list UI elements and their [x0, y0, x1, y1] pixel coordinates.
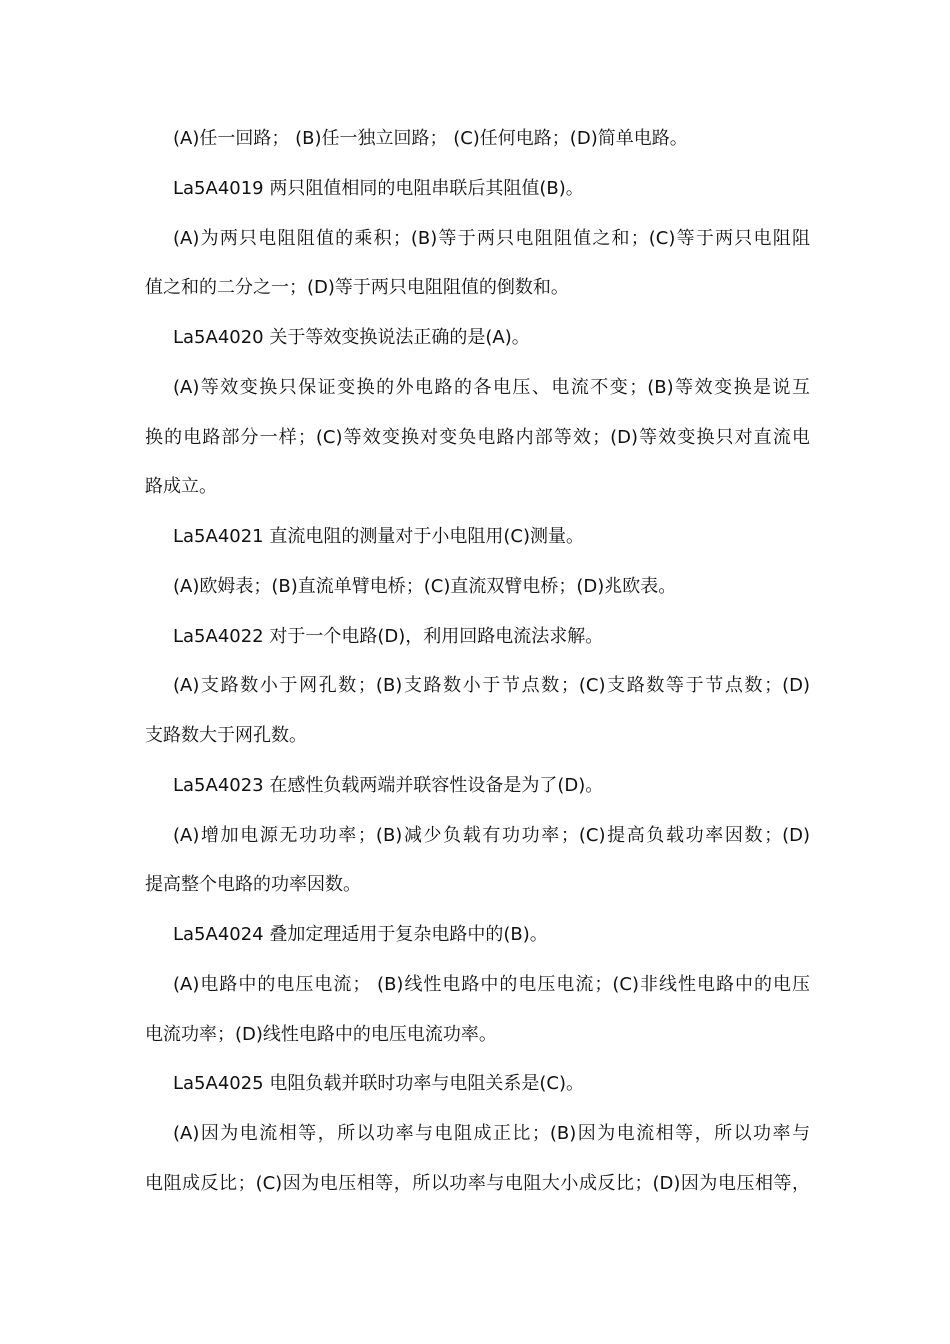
question-line: La5A4023 在感性负载两端并联容性设备是为了(D)。 [173, 775, 604, 796]
question-line: La5A4021 直流电阻的测量对于小电阻用(C)测量。 [173, 526, 584, 547]
option-line-continued: 提高整个电路的功率因数。 [145, 874, 361, 895]
question-line: La5A4024 叠加定理适用于复杂电路中的(B)。 [173, 924, 548, 945]
option-line: (A)增加电源无功功率；(B)减少负载有功功率；(C)提高负载功率因数；(D) [173, 825, 810, 846]
option-line-continued: 电阻成反比；(C)因为电压相等，所以功率与电阻大小成反比；(D)因为电压相等， [145, 1173, 810, 1194]
question-line: La5A4019 两只阻值相同的电阻串联后其阻值(B)。 [173, 178, 584, 199]
question-line: La5A4022 对于一个电路(D)，利用回路电流法求解。 [173, 626, 604, 647]
option-line: (A)任一回路； (B)任一独立回路； (C)任何电路；(D)简单电路。 [173, 128, 688, 149]
option-line: (A)因为电流相等，所以功率与电阻成正比；(B)因为电流相等，所以功率与 [173, 1123, 810, 1144]
question-line: La5A4025 电阻负载并联时功率与电阻关系是(C)。 [173, 1073, 584, 1094]
question-line: La5A4020 关于等效变换说法正确的是(A)。 [173, 327, 530, 348]
option-line-continued: 电流功率；(D)线性电路中的电压电流功率。 [145, 1024, 497, 1045]
option-line: (A)支路数小于网孔数；(B)支路数小于节点数；(C)支路数等于节点数；(D) [173, 675, 810, 696]
option-line: (A)为两只电阻阻值的乘积；(B)等于两只电阻阻值之和；(C)等于两只电阻阻 [173, 228, 810, 249]
option-line: (A)电路中的电压电流； (B)线性电路中的电压电流；(C)非线性电路中的电压 [173, 974, 810, 995]
option-line-continued: 值之和的二分之一；(D)等于两只电阻阻值的倒数和。 [145, 277, 569, 298]
option-line-continued: 支路数大于网孔数。 [145, 725, 307, 746]
option-line: (A)等效变换只保证变换的外电路的各电压、电流不变；(B)等效变换是说互 [173, 377, 810, 398]
option-line-continued: 换的电路部分一样；(C)等效变换对变奂电路内部等效；(D)等效变换只对直流电 [145, 427, 810, 448]
option-line-continued: 路成立。 [145, 476, 217, 497]
option-line: (A)欧姆表；(B)直流单臂电桥；(C)直流双臂电桥；(D)兆欧表。 [173, 576, 677, 597]
